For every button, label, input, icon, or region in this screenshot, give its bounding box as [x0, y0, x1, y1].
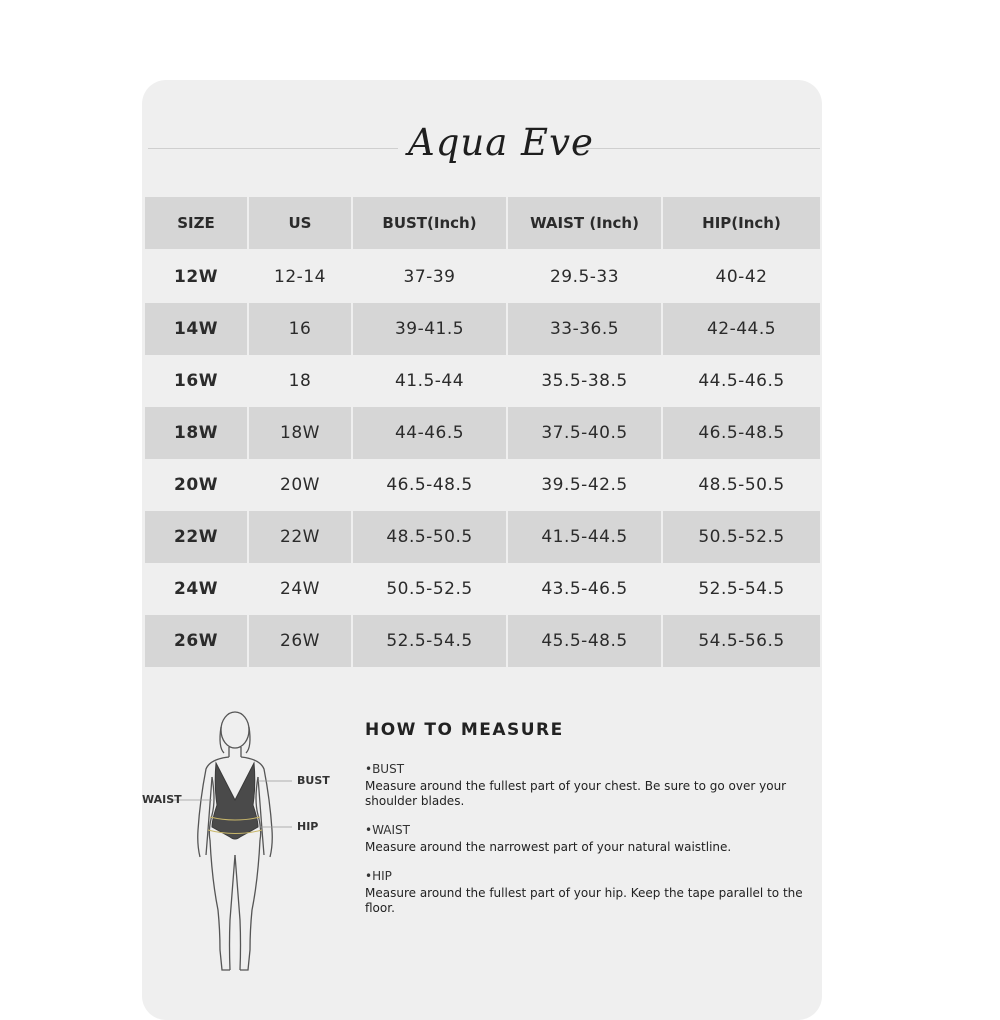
- table-row: [145, 615, 820, 667]
- cell-size: 18W: [145, 407, 249, 459]
- cell-waist: 45.5-48.5: [508, 615, 663, 667]
- header-us: US: [249, 197, 353, 251]
- waist-label: WAIST: [142, 793, 182, 806]
- measure-item-heading: •HIP: [365, 869, 392, 883]
- cell-size: 24W: [145, 563, 249, 615]
- cell-waist: 37.5-40.5: [508, 407, 663, 459]
- measure-item-bust: [365, 762, 825, 809]
- header-waist: WAIST (Inch): [508, 197, 663, 251]
- table-header-row: [145, 197, 820, 251]
- cell-us: 22W: [249, 511, 353, 563]
- cell-bust: 37-39: [353, 251, 508, 303]
- cell-us: 16: [249, 303, 353, 355]
- cell-us: 12-14: [249, 251, 353, 303]
- cell-size: 20W: [145, 459, 249, 511]
- cell-waist: 33-36.5: [508, 303, 663, 355]
- cell-hip: 40-42: [663, 251, 820, 303]
- how-to-measure-section: [365, 720, 825, 930]
- cell-hip: 52.5-54.5: [663, 563, 820, 615]
- cell-bust: 50.5-52.5: [353, 563, 508, 615]
- cell-us: 18W: [249, 407, 353, 459]
- table-row: [145, 563, 820, 615]
- cell-size: 14W: [145, 303, 249, 355]
- measure-item-waist: [365, 823, 825, 855]
- cell-bust: 44-46.5: [353, 407, 508, 459]
- bust-label: BUST: [297, 774, 330, 787]
- measure-item-heading: •BUST: [365, 762, 405, 776]
- table-row: [145, 251, 820, 303]
- size-table: [145, 197, 820, 667]
- table-row: [145, 407, 820, 459]
- body-figure: [140, 705, 340, 980]
- table-row: [145, 459, 820, 511]
- cell-hip: 48.5-50.5: [663, 459, 820, 511]
- cell-bust: 46.5-48.5: [353, 459, 508, 511]
- table-row: [145, 355, 820, 407]
- cell-hip: 46.5-48.5: [663, 407, 820, 459]
- cell-waist: 39.5-42.5: [508, 459, 663, 511]
- header-hip: HIP(Inch): [663, 197, 820, 251]
- header-size: SIZE: [145, 197, 249, 251]
- cell-bust: 41.5-44: [353, 355, 508, 407]
- cell-bust: 52.5-54.5: [353, 615, 508, 667]
- cell-hip: 42-44.5: [663, 303, 820, 355]
- table-row: [145, 303, 820, 355]
- brand-title: Aqua Eve: [408, 121, 594, 164]
- cell-waist: 41.5-44.5: [508, 511, 663, 563]
- cell-waist: 35.5-38.5: [508, 355, 663, 407]
- measure-item-hip: [365, 869, 825, 916]
- cell-bust: 39-41.5: [353, 303, 508, 355]
- cell-size: 22W: [145, 511, 249, 563]
- measure-item-heading: •WAIST: [365, 823, 410, 837]
- hip-label: HIP: [297, 820, 319, 833]
- cell-size: 12W: [145, 251, 249, 303]
- measure-item-text: Measure around the fullest part of your chest. Be sure to go over your shoulder blades.: [365, 779, 787, 808]
- cell-us: 18: [249, 355, 353, 407]
- cell-hip: 44.5-46.5: [663, 355, 820, 407]
- cell-us: 20W: [249, 459, 353, 511]
- cell-size: 16W: [145, 355, 249, 407]
- cell-us: 24W: [249, 563, 353, 615]
- cell-waist: 43.5-46.5: [508, 563, 663, 615]
- brand-divider-left: [148, 148, 398, 149]
- body-outline-icon: [140, 705, 340, 980]
- cell-size: 26W: [145, 615, 249, 667]
- brand-divider-right: [572, 148, 820, 149]
- cell-bust: 48.5-50.5: [353, 511, 508, 563]
- cell-hip: 54.5-56.5: [663, 615, 820, 667]
- cell-waist: 29.5-33: [508, 251, 663, 303]
- cell-us: 26W: [249, 615, 353, 667]
- table-row: [145, 511, 820, 563]
- how-to-measure-title: HOW TO MEASURE: [365, 720, 564, 740]
- header-bust: BUST(Inch): [353, 197, 508, 251]
- measure-item-text: Measure around the narrowest part of your natural waistline.: [365, 840, 732, 854]
- cell-hip: 50.5-52.5: [663, 511, 820, 563]
- measure-item-text: Measure around the fullest part of your hip. Keep the tape parallel to the floor.: [365, 886, 803, 915]
